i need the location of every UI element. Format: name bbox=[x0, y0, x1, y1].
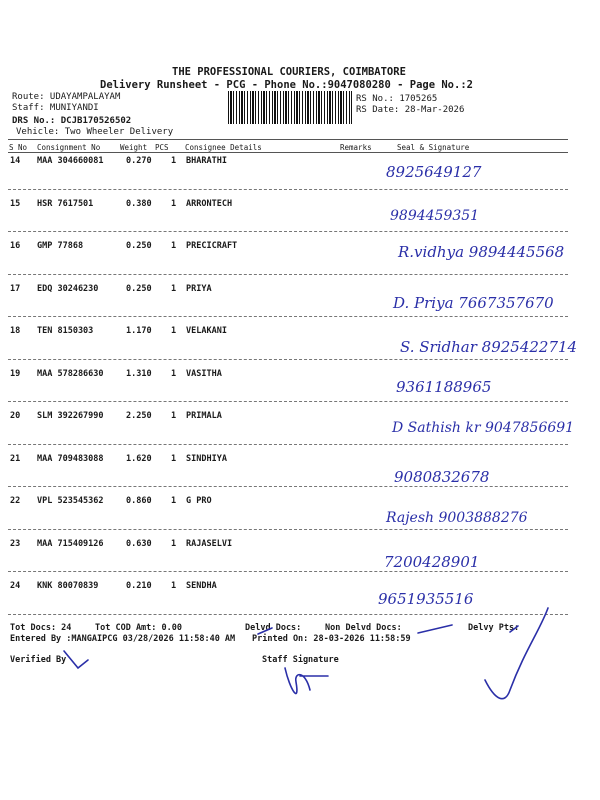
handwritten-signature: Rajesh 9003888276 bbox=[386, 510, 528, 526]
col-consignee: Consignee Details bbox=[185, 143, 262, 152]
delivered-docs: Delvd Docs: bbox=[245, 623, 302, 633]
handwritten-signature: 9361188965 bbox=[396, 378, 492, 396]
row-consignee: VASITHA bbox=[186, 368, 222, 379]
col-sno: S No bbox=[9, 143, 28, 152]
row-pcs: 1 bbox=[171, 496, 177, 506]
row-sno: 19 bbox=[10, 368, 21, 379]
row-consignee: PRECICRAFT bbox=[186, 241, 238, 251]
row-sno: 22 bbox=[10, 496, 21, 506]
row-consignment-no: EDQ 30246230 bbox=[37, 283, 99, 294]
row-weight: 2.250 bbox=[126, 411, 152, 421]
delvy-tick bbox=[510, 626, 518, 632]
row-consignment-no: MAA 578286630 bbox=[37, 368, 104, 379]
row-consignment-no: MAA 709483088 bbox=[37, 453, 104, 464]
total-cod-amount: Tot COD Amt: 0.00 bbox=[95, 623, 182, 633]
row-weight: 1.170 bbox=[126, 326, 152, 336]
row-sno: 24 bbox=[10, 581, 21, 591]
row-weight: 1.310 bbox=[126, 368, 152, 379]
row-consignee: ARRONTECH bbox=[186, 198, 233, 209]
rs-date: RS Date: 28-Mar-2026 bbox=[356, 105, 465, 115]
non-delvd-tick bbox=[418, 625, 452, 633]
row-pcs: 1 bbox=[171, 198, 177, 209]
row-sno: 23 bbox=[10, 538, 21, 549]
vehicle-label: Vehicle: Two Wheeler Delivery bbox=[16, 127, 174, 137]
row-consignment-no: HSR 7617501 bbox=[37, 198, 94, 209]
drs-number: DRS No.: DCJB170526502 bbox=[12, 116, 132, 126]
staff-label: Staff: MUNIYANDI bbox=[12, 103, 99, 113]
row-weight: 0.250 bbox=[126, 283, 152, 294]
verified-by: Verified By bbox=[10, 655, 67, 665]
col-remarks: Remarks bbox=[340, 143, 372, 152]
handwritten-signature: D Sathish kr 9047856691 bbox=[392, 420, 575, 436]
row-consignment-no: GMP 77868 bbox=[37, 241, 84, 251]
row-sno: 14 bbox=[10, 156, 21, 166]
row-consignee: SENDHA bbox=[186, 581, 217, 591]
row-consignment-no: TEN 8150303 bbox=[37, 326, 94, 336]
staff-signature-label: Staff Signature bbox=[262, 655, 339, 665]
row-weight: 0.250 bbox=[126, 241, 152, 251]
handwritten-signature: 7200428901 bbox=[384, 553, 480, 571]
verified-check-mark bbox=[64, 651, 88, 668]
company-title: THE PROFESSIONAL COURIERS, COIMBATORE bbox=[172, 66, 406, 78]
row-consignment-no: MAA 304660081 bbox=[37, 156, 104, 166]
row-sno: 18 bbox=[10, 326, 21, 336]
delivery-points: Delvy Pts: bbox=[468, 623, 520, 633]
row-pcs: 1 bbox=[171, 156, 177, 166]
row-consignee: PRIYA bbox=[186, 283, 212, 294]
row-pcs: 1 bbox=[171, 581, 177, 591]
row-consignment-no: MAA 715409126 bbox=[37, 538, 104, 549]
row-consignee: BHARATHI bbox=[186, 156, 227, 166]
row-consignment-no: VPL 523545362 bbox=[37, 496, 104, 506]
col-consignment: Consignment No bbox=[37, 143, 101, 152]
non-delivered-docs: Non Delvd Docs: bbox=[325, 623, 402, 633]
entered-by: Entered By :MANGAIPCG 03/28/2026 11:58:40 AM bbox=[10, 634, 236, 644]
row-consignee: RAJASELVI bbox=[186, 538, 233, 549]
col-pcs: PCS bbox=[155, 143, 169, 152]
row-pcs: 1 bbox=[171, 241, 177, 251]
row-pcs: 1 bbox=[171, 538, 177, 549]
row-sno: 15 bbox=[10, 198, 21, 209]
row-sno: 20 bbox=[10, 411, 21, 421]
row-consignee: G PRO bbox=[186, 496, 212, 506]
staff-signature-scrawl bbox=[285, 668, 328, 694]
row-pcs: 1 bbox=[171, 453, 177, 464]
handwritten-signature: 9080832678 bbox=[394, 468, 490, 486]
row-sno: 21 bbox=[10, 453, 21, 464]
total-docs: Tot Docs: 24 bbox=[10, 623, 72, 633]
col-seal-signature: Seal & Signature bbox=[397, 143, 470, 152]
rs-number: RS No.: 1705265 bbox=[356, 94, 438, 104]
row-pcs: 1 bbox=[171, 326, 177, 336]
row-weight: 0.630 bbox=[126, 538, 152, 549]
printed-on: Printed On: 28-03-2026 11:58:59 bbox=[252, 634, 411, 644]
row-consignee: PRIMALA bbox=[186, 411, 222, 421]
row-weight: 0.270 bbox=[126, 156, 152, 166]
handwritten-signature: 9894459351 bbox=[390, 208, 480, 224]
handwritten-signature: D. Priya 7667357670 bbox=[393, 294, 554, 312]
row-weight: 0.380 bbox=[126, 198, 152, 209]
handwritten-signature: S. Sridhar 8925422714 bbox=[400, 338, 578, 356]
row-weight: 0.210 bbox=[126, 581, 152, 591]
handwritten-signature: R.vidhya 9894445568 bbox=[398, 243, 565, 261]
delvd-tick bbox=[258, 628, 272, 634]
large-check-mark bbox=[485, 608, 548, 699]
row-weight: 1.620 bbox=[126, 453, 152, 464]
row-consignee: SINDHIYA bbox=[186, 453, 227, 464]
row-pcs: 1 bbox=[171, 368, 177, 379]
row-weight: 0.860 bbox=[126, 496, 152, 506]
row-pcs: 1 bbox=[171, 411, 177, 421]
handwritten-signature: 9651935516 bbox=[378, 590, 474, 608]
row-consignee: VELAKANI bbox=[186, 326, 227, 336]
handwritten-signature: 8925649127 bbox=[386, 163, 482, 181]
route-label: Route: UDAYAMPALAYAM bbox=[12, 92, 121, 102]
row-consignment-no: SLM 392267990 bbox=[37, 411, 104, 421]
row-sno: 17 bbox=[10, 283, 21, 294]
runsheet-subtitle: Delivery Runsheet - PCG - Phone No.:9047080280 - Page No.:2 bbox=[100, 79, 473, 91]
row-pcs: 1 bbox=[171, 283, 177, 294]
row-sno: 16 bbox=[10, 241, 21, 251]
row-consignment-no: KNK 80070839 bbox=[37, 581, 99, 591]
col-weight: Weight bbox=[120, 143, 148, 152]
